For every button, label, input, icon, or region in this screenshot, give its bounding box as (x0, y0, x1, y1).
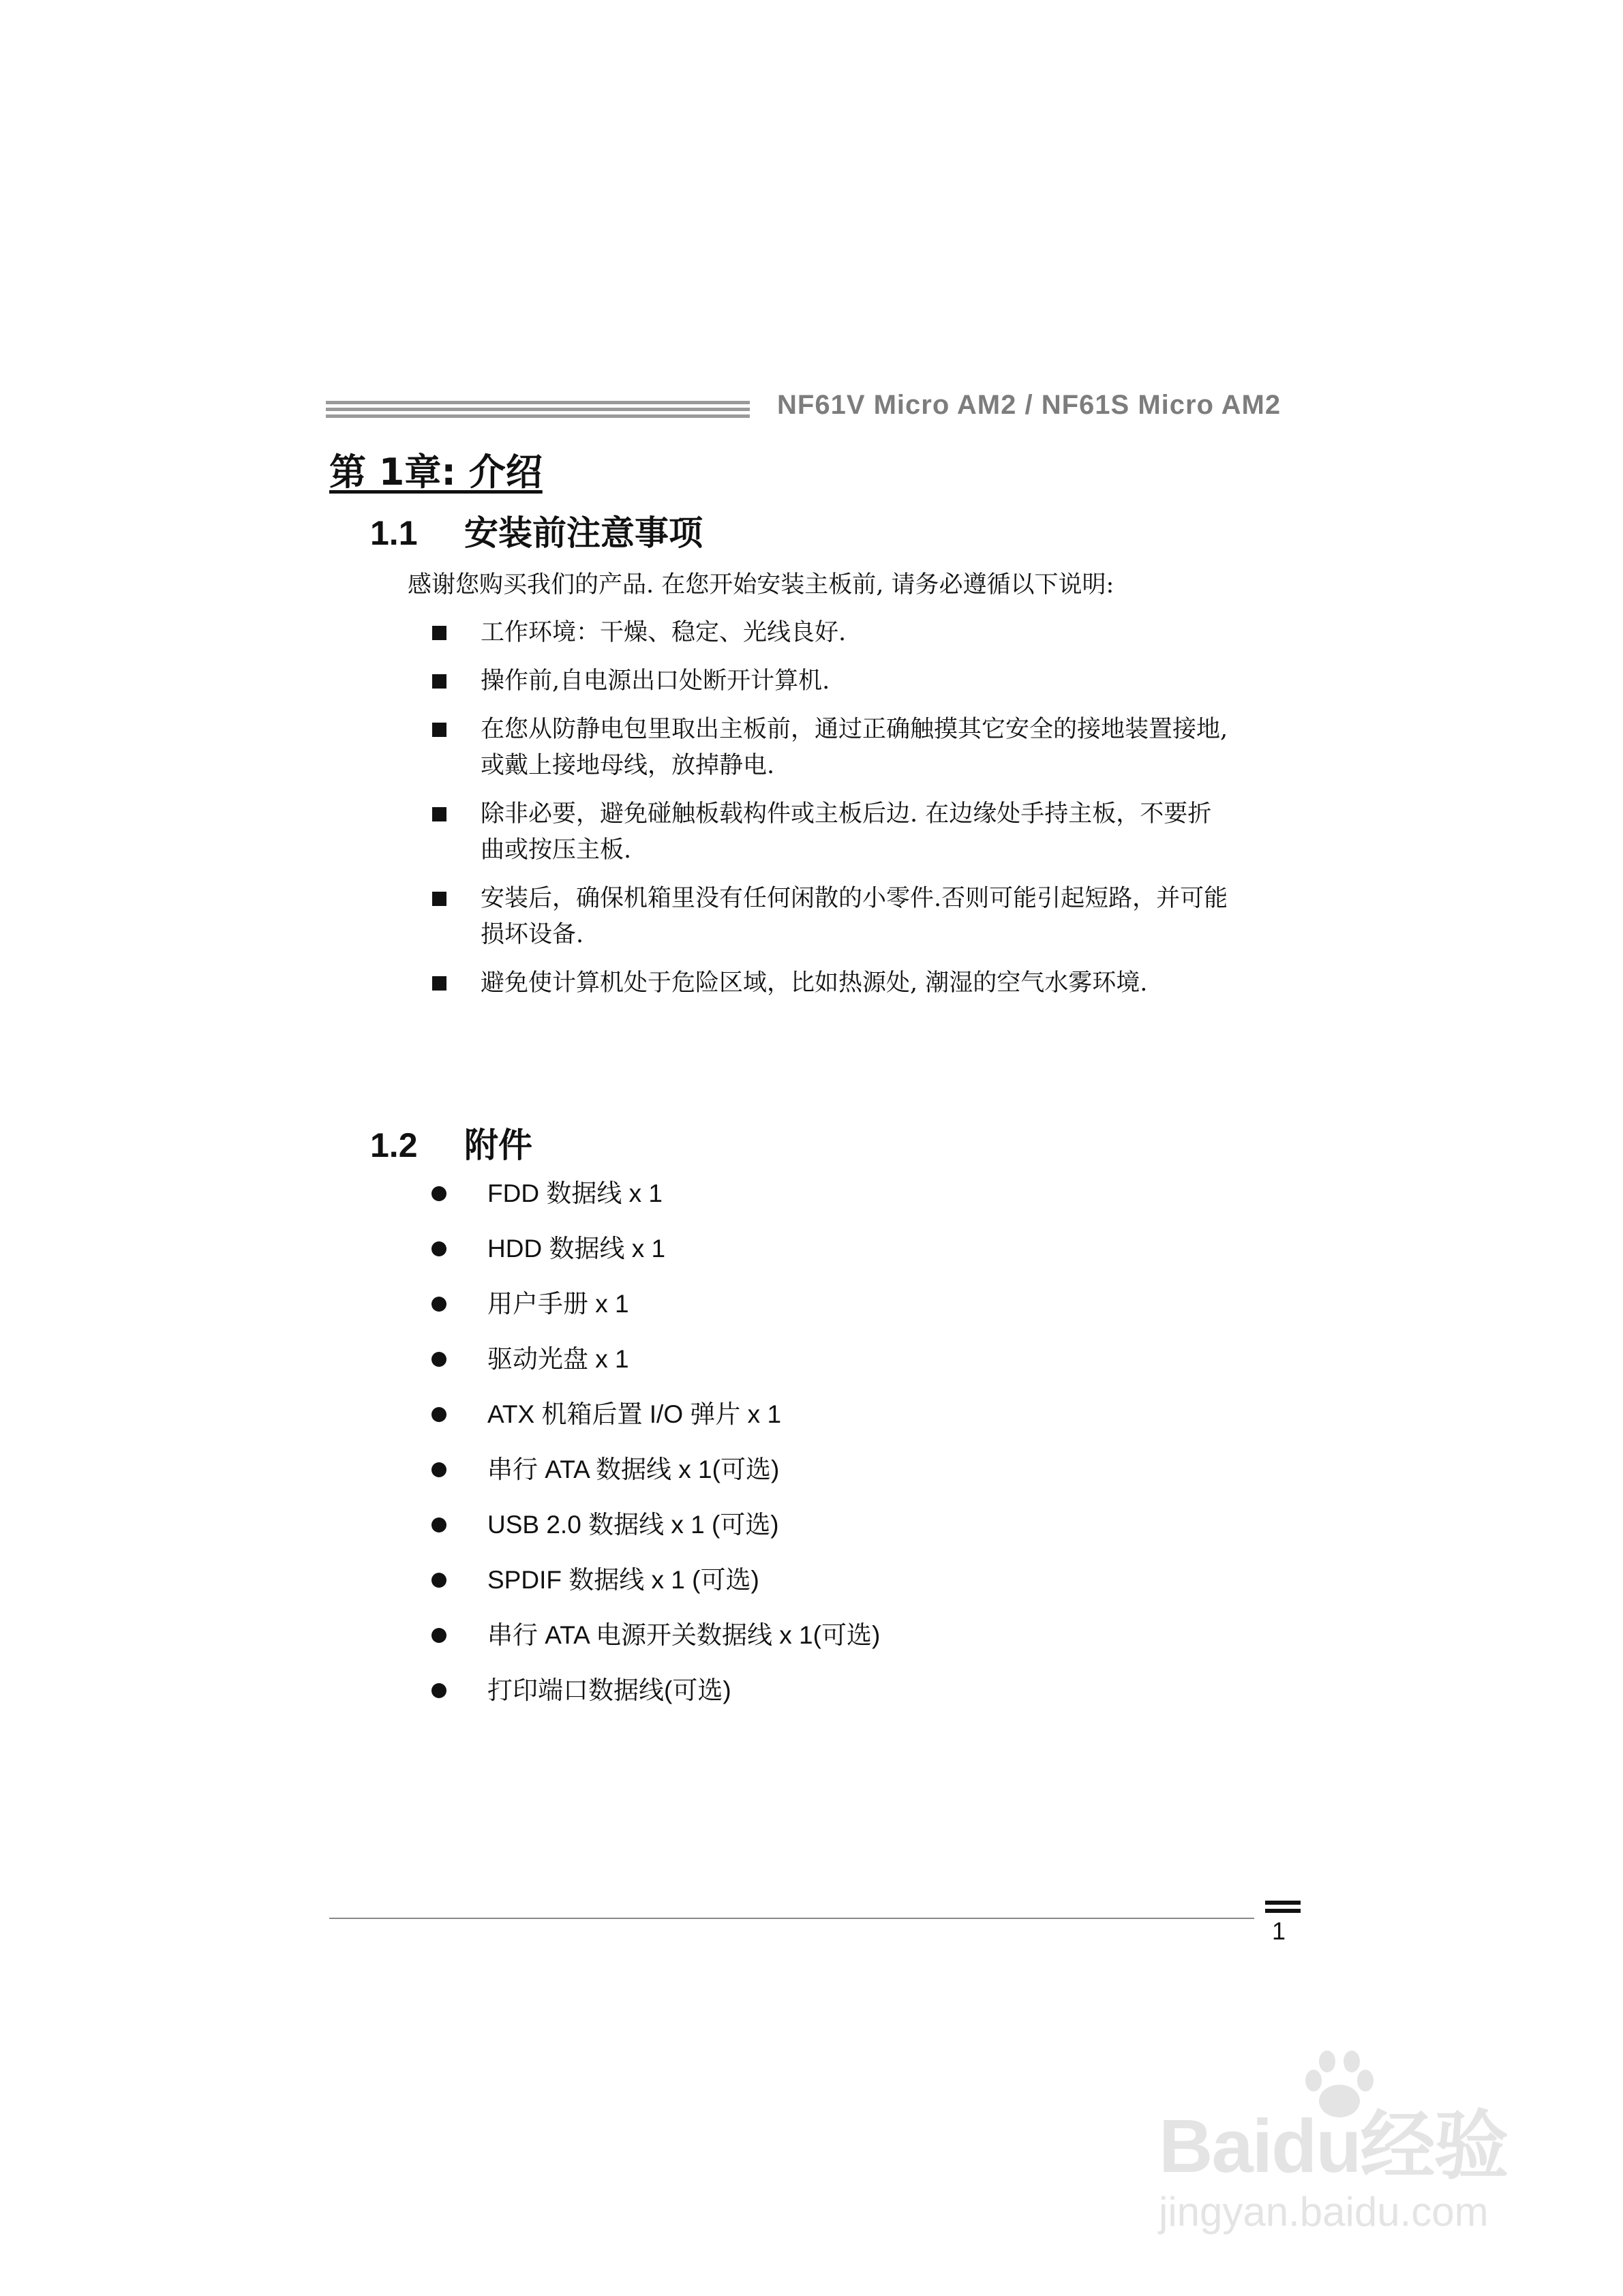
round-bullet-icon (431, 1407, 446, 1422)
precautions-list (429, 615, 1234, 1014)
section-title: 安装前注意事项 (464, 513, 703, 553)
footer-rule (329, 1918, 1254, 1919)
header-rule (326, 401, 750, 421)
list-item: 安装后，确保机箱里没有任何闲散的小零件.否则可能引起短路，并可能损坏设备. (429, 881, 1234, 953)
list-item: 用户手册 x 1 (429, 1287, 880, 1342)
round-bullet-icon (431, 1186, 446, 1201)
watermark-url: jingyan.baidu.com (1159, 2189, 1489, 2235)
list-item: 操作前,自电源出口处断开计算机. (429, 663, 1234, 699)
watermark-logo: Baidu经验 (1159, 2104, 1508, 2188)
page-number: 1 (1272, 1917, 1286, 1945)
round-bullet-icon (431, 1297, 446, 1312)
list-item: 工作环境：干燥、稳定、光线良好. (429, 615, 1234, 651)
round-bullet-icon (431, 1517, 446, 1532)
list-item: 驱动光盘 x 1 (429, 1342, 880, 1398)
section-number: 1.1 (370, 514, 418, 552)
footer-mark (1265, 1909, 1301, 1913)
list-item: FDD 数据线 x 1 (429, 1177, 880, 1232)
list-item: HDD 数据线 x 1 (429, 1232, 880, 1287)
footer-mark (1265, 1901, 1301, 1905)
list-item: 在您从防静电包里取出主板前，通过正确触摸其它安全的接地装置接地,或戴上接地母线，放掉静电. (429, 712, 1234, 784)
list-item: ATX 机箱后置 I/O 弹片 x 1 (429, 1398, 880, 1453)
round-bullet-icon (431, 1241, 446, 1256)
section-number: 1.2 (370, 1126, 418, 1164)
list-item: 串行 ATA 电源开关数据线 x 1(可选) (429, 1618, 880, 1674)
list-item: 避免使计算机处于危险区域，比如热源处, 潮湿的空气水雾环境. (429, 965, 1234, 1001)
round-bullet-icon (431, 1683, 446, 1698)
square-bullet-icon (432, 807, 446, 821)
square-bullet-icon (432, 892, 446, 906)
square-bullet-icon (432, 976, 446, 991)
accessories-list (429, 1177, 880, 1729)
round-bullet-icon (431, 1462, 446, 1477)
square-bullet-icon (432, 674, 446, 689)
list-item: 串行 ATA 数据线 x 1(可选) (429, 1453, 880, 1508)
list-item: SPDIF 数据线 x 1 (可选) (429, 1563, 880, 1618)
section-heading-1-1 (370, 506, 703, 555)
square-bullet-icon (432, 626, 446, 640)
square-bullet-icon (432, 723, 446, 737)
list-item: 打印端口数据线(可选) (429, 1674, 880, 1729)
round-bullet-icon (431, 1628, 446, 1643)
intro-paragraph: 感谢您购买我们的产品. 在您开始安装主板前, 请务必遵循以下说明: (408, 571, 1114, 599)
list-item: 除非必要，避免碰触板载构件或主板后边. 在边缘处手持主板，不要折曲或按压主板. (429, 796, 1234, 868)
chapter-title: 第 1章: 介绍 (329, 451, 543, 494)
round-bullet-icon (431, 1352, 446, 1367)
round-bullet-icon (431, 1573, 446, 1588)
list-item: USB 2.0 数据线 x 1 (可选) (429, 1508, 880, 1563)
section-title: 附件 (464, 1126, 532, 1165)
header-title: NF61V Micro AM2 / NF61S Micro AM2 (777, 390, 1281, 420)
section-heading-1-2 (370, 1118, 532, 1167)
